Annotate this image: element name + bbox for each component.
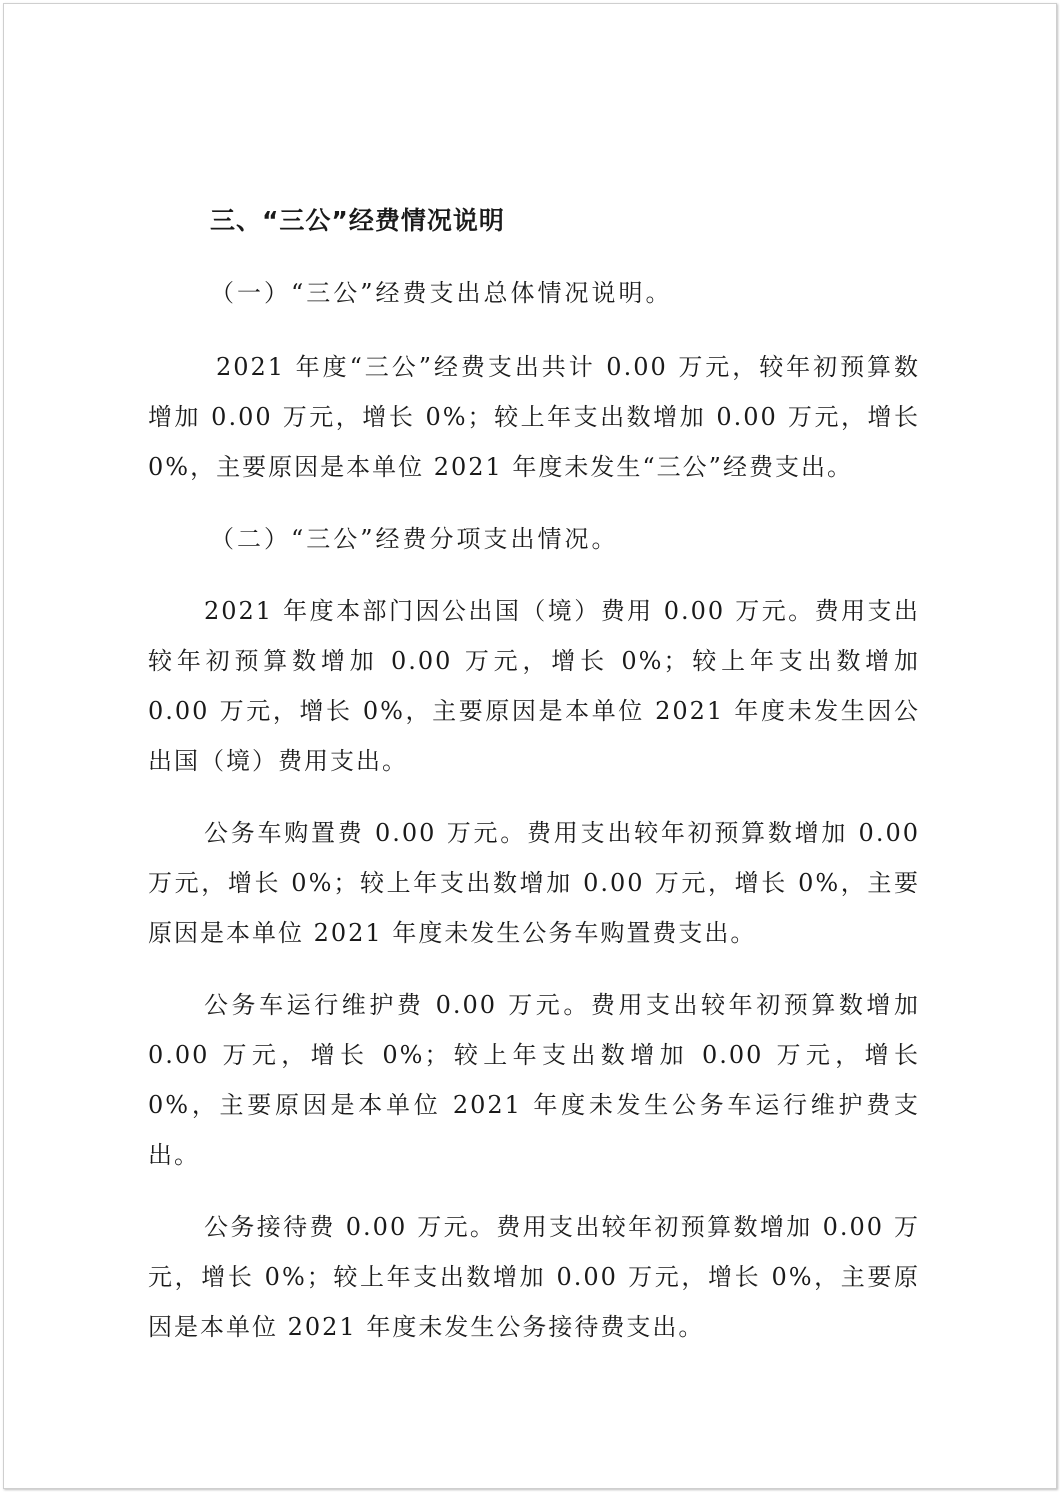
paragraph-abroad-expense: 2021 年度本部门因公出国（境）费用 0.00 万元。费用支出较年初预算数增加 0.00 万元，增长 0%；较上年支出数增加 0.00 万元，增长 0%，主要原因是本单位 2021 年度未发生因公出国（境）费用支出。: [148, 597, 920, 775]
subsection-title-itemized: （二）“三公”经费分项支出情况。: [210, 525, 619, 553]
paragraph-reception-expense: 公务接待费 0.00 万元。费用支出较年初预算数增加 0.00 万元，增长 0%；较上年支出数增加 0.00 万元，增长 0%，主要原因是本单位 2021 年度未发生公务接待费支出。: [148, 1213, 920, 1341]
section-title: 三、“三公”经费情况说明: [210, 206, 505, 235]
paragraph-overall-summary: 2021 年度“三公”经费支出共计 0.00 万元，较年初预算数增加 0.00 万元，增长 0%；较上年支出数增加 0.00 万元，增长 0%，主要原因是本单位 2021 年度未发生“三公”经费支出。: [148, 353, 920, 481]
paragraph-vehicle-purchase: 公务车购置费 0.00 万元。费用支出较年初预算数增加 0.00 万元，增长 0%；较上年支出数增加 0.00 万元，增长 0%，主要原因是本单位 2021 年度未发生公务车购置费支出。: [148, 819, 920, 947]
subsection-title-overall: （一）“三公”经费支出总体情况说明。: [210, 279, 673, 307]
document-content: [148, 196, 920, 1352]
paragraph-vehicle-operation: 公务车运行维护费 0.00 万元。费用支出较年初预算数增加 0.00 万元，增长 0%；较上年支出数增加 0.00 万元，增长 0%，主要原因是本单位 2021 年度未发生公务车运行维护费支出。: [148, 991, 920, 1169]
